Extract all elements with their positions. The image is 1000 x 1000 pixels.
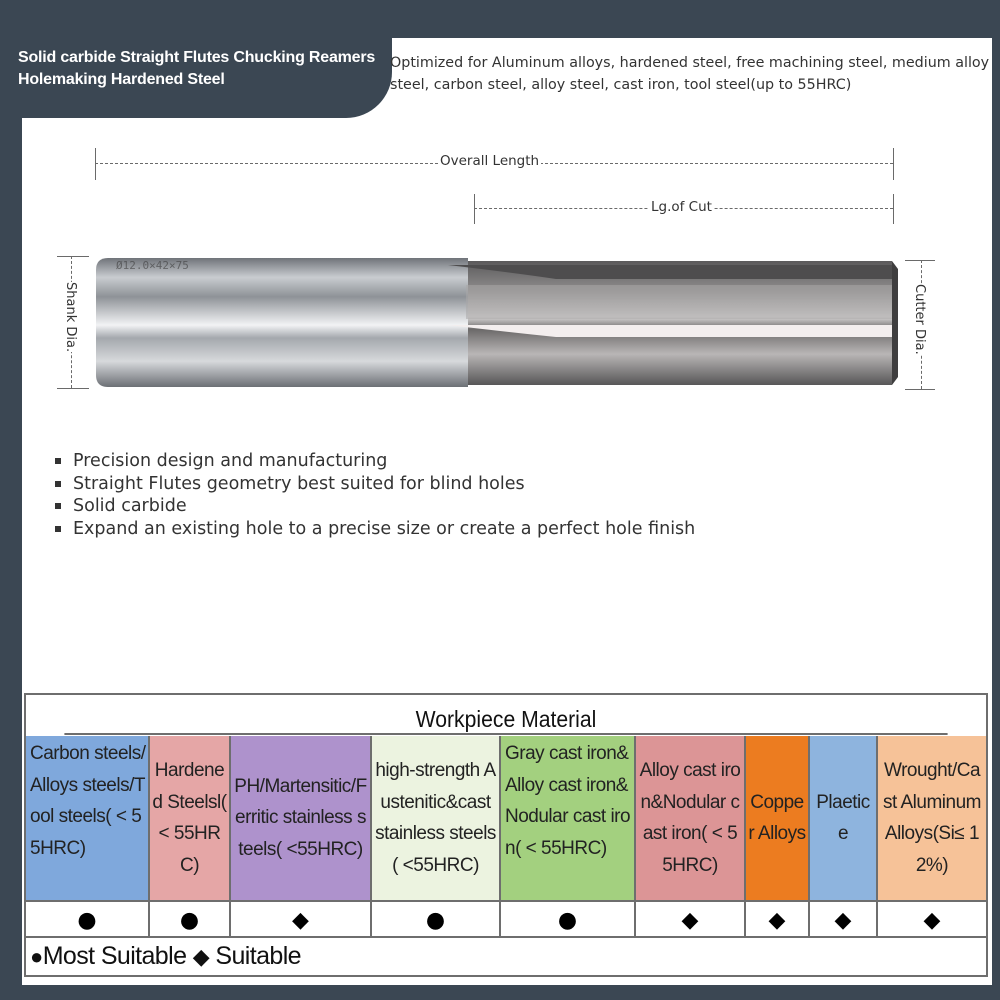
- suitability-mark: ◆: [746, 902, 810, 938]
- feature-item: Precision design and manufacturing: [55, 450, 695, 473]
- cut-length-tick-right: [893, 194, 894, 224]
- svg-text:Ø12.0×42×75: Ø12.0×42×75: [116, 259, 189, 272]
- legend-suitable: Suitable: [215, 942, 301, 970]
- material-cell: high-strength Austenitic&cast stainless steels ( <55HRC): [372, 736, 501, 900]
- material-cell: Wrought/Cast Aluminum Alloys(Si≤ 12%): [878, 736, 986, 900]
- cut-length-tick-left: [474, 194, 475, 224]
- material-cell: Carbon steels/Alloys steels/Tool steels( < 55HRC): [26, 736, 150, 900]
- legend-most-suitable: Most Suitable: [42, 942, 187, 970]
- feature-list: [55, 450, 695, 540]
- diamond-icon: ◆: [192, 944, 210, 969]
- shank-dia-label: Shank Dia.: [63, 282, 78, 353]
- bullet-icon: [55, 481, 61, 487]
- bullet-icon: [55, 503, 61, 509]
- suitability-mark: ●: [150, 902, 231, 938]
- suitability-row: [26, 900, 986, 938]
- suitability-mark: ◆: [636, 902, 746, 938]
- suitability-mark: ●: [501, 902, 636, 938]
- reamer-image: [96, 255, 898, 390]
- material-cell: Alloy cast iron&Nodular cast iron( < 55HRC): [636, 736, 746, 900]
- material-header-row: [26, 736, 986, 900]
- shank-dia-tick-top: [57, 256, 89, 257]
- suitability-mark: ●: [26, 902, 150, 938]
- material-cell: Plaetice: [810, 736, 878, 900]
- material-cell: Copper Alloys: [746, 736, 810, 900]
- product-title: Solid carbide Straight Flutes Chucking Reamers Holemaking Hardened Steel: [18, 49, 376, 88]
- cut-length-label: Lg.of Cut: [651, 199, 712, 215]
- suitability-legend: [30, 942, 301, 971]
- feature-item: Straight Flutes geometry best suited for blind holes: [55, 473, 695, 496]
- shank-dia-tick-bottom: [57, 388, 89, 389]
- cutter-dia-tick-top: [905, 260, 935, 261]
- title-banner: [0, 0, 392, 118]
- overall-length-tick-right: [893, 148, 894, 180]
- workpiece-material-table: [24, 693, 988, 977]
- product-subtitle: Optimized for Aluminum alloys, hardened steel, free machining steel, medium alloy steel, carbon steel, alloy steel, cast iron, tool steel(up to 55HRC): [390, 55, 990, 93]
- feature-item: Expand an existing hole to a precise size or create a perfect hole finish: [55, 518, 695, 541]
- material-cell: PH/Martensitic/Ferritic stainless steels( <55HRC): [231, 736, 372, 900]
- overall-length-tick-left: [95, 148, 96, 180]
- cutter-dia-label: Cutter Dia.: [912, 284, 927, 355]
- overall-length-label: Overall Length: [440, 153, 540, 169]
- circle-icon: ●: [30, 944, 43, 969]
- bullet-icon: [55, 458, 61, 464]
- feature-item: Solid carbide: [55, 495, 695, 518]
- suitability-mark: ◆: [810, 902, 878, 938]
- suitability-mark: ◆: [923, 907, 941, 933]
- table-title: Workpiece Material: [64, 695, 947, 735]
- material-cell: Gray cast iron&Alloy cast iron&Nodular cast iron( < 55HRC): [501, 736, 636, 900]
- bullet-icon: [55, 526, 61, 532]
- suitability-mark: ◆: [231, 902, 372, 938]
- material-cell: Hardened Steelsl( < 55HRC): [150, 736, 231, 900]
- cutter-dia-tick-bottom: [905, 389, 935, 390]
- suitability-mark: ●: [372, 902, 501, 938]
